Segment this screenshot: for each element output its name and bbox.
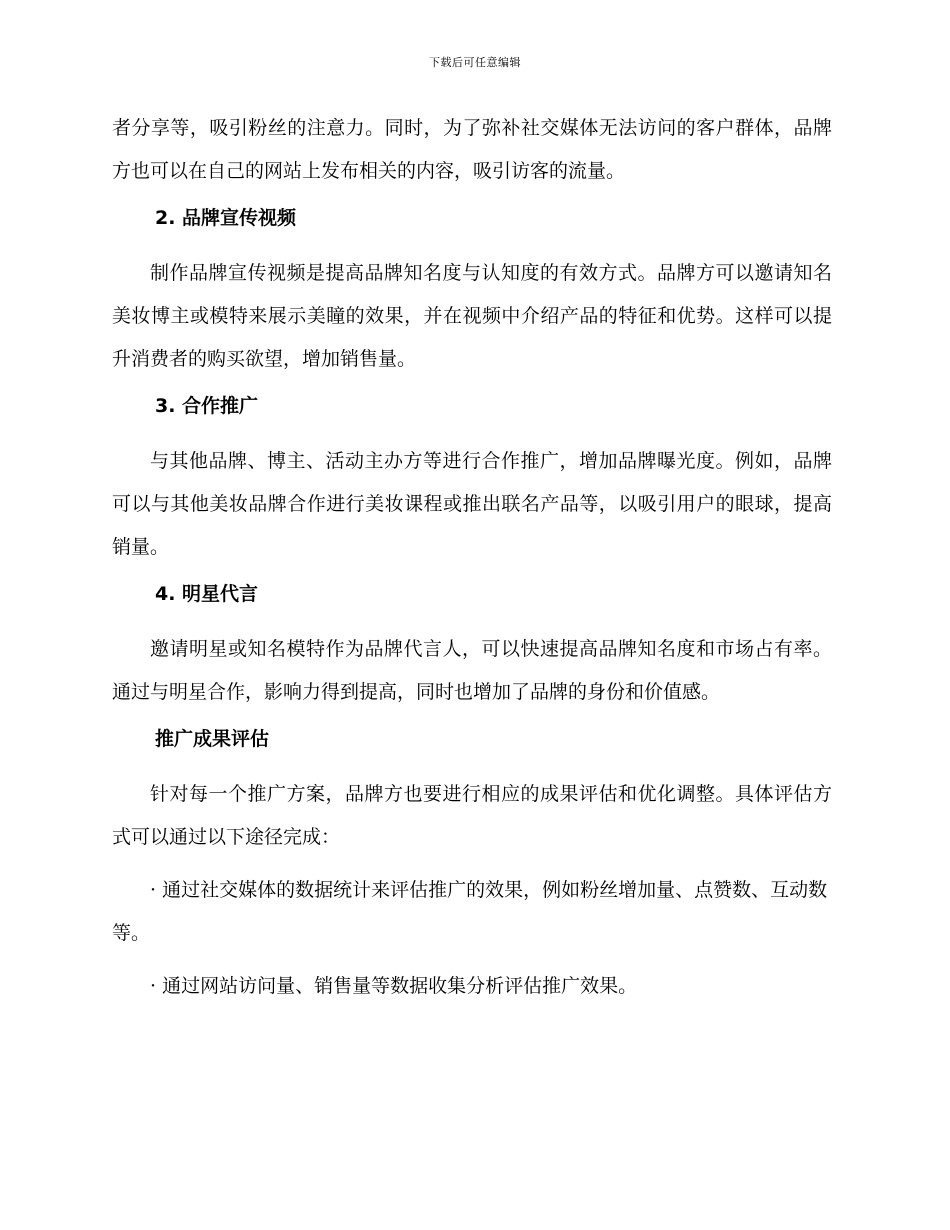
intro-continuation-paragraph: 者分享等，吸引粉丝的注意力。同时，为了弥补社交媒体无法访问的客户群体，品牌方也可以在自己的网站上发布相关的内容，吸引访客的流量。 (112, 117, 832, 182)
evaluation-paragraph: 针对每一个推广方案，品牌方也要进行相应的成果评估和优化调整。具体评估方式可以通过以下途径完成： (112, 783, 832, 848)
bullet-item: · 通过社交媒体的数据统计来评估推广的效果，例如粉丝增加量、点赞数、互动数等。 (112, 879, 828, 944)
bullet-item: · 通过网站访问量、销售量等数据收集分析评估推广效果。 (150, 975, 638, 997)
section-heading-video: 2. 品牌宣传视频 (155, 207, 297, 229)
video-paragraph: 制作品牌宣传视频是提高品牌知名度与认知度的有效方式。品牌方可以邀请知名美妆博主或模特来展示美瞳的效果，并在视频中介绍产品的特征和优势。这样可以提升消费者的购买欲望，增加销售量。 (112, 262, 832, 370)
section-heading-celebrity: 4. 明星代言 (155, 583, 259, 605)
section-heading-cooperation: 3. 合作推广 (155, 395, 259, 417)
document-body (112, 107, 832, 1018)
section-heading-evaluation: 推广成果评估 (155, 728, 270, 750)
celebrity-paragraph: 邀请明星或知名模特作为品牌代言人，可以快速提高品牌知名度和市场占有率。通过与明星合作，影响力得到提高，同时也增加了品牌的身份和价值感。 (112, 638, 832, 703)
cooperation-paragraph: 与其他品牌、博主、活动主办方等进行合作推广，增加品牌曝光度。例如，品牌可以与其他美妆品牌合作进行美妆课程或推出联名产品等，以吸引用户的眼球，提高销量。 (112, 450, 832, 558)
header-note: 下载后可任意编辑 (429, 56, 521, 69)
